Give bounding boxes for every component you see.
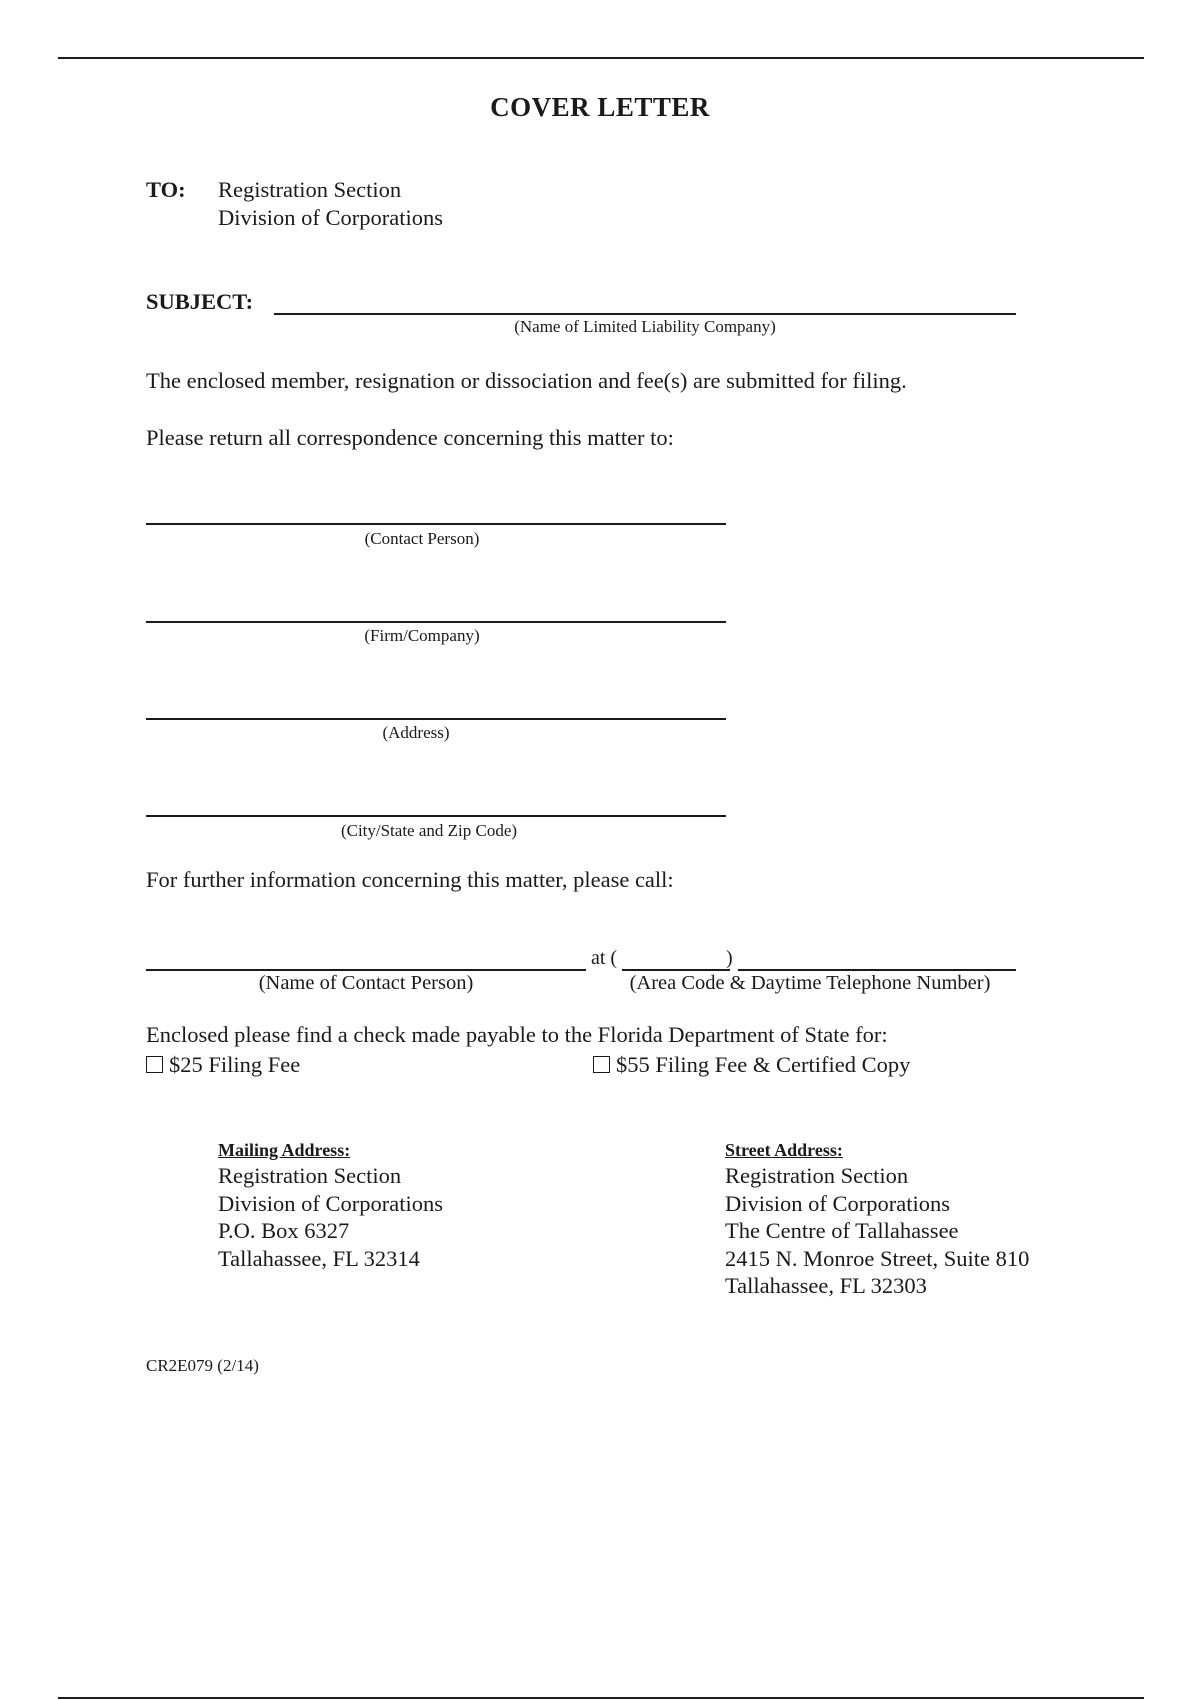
contact-person-caption: (Contact Person) — [364, 529, 480, 548]
at-label: at ( — [591, 947, 618, 969]
address-caption: (Address) — [382, 723, 450, 742]
subject-label: SUBJECT: — [146, 289, 254, 314]
address-input[interactable] — [146, 692, 726, 720]
check-paragraph: Enclosed please find a check made payable to the Florida Department of State for: — [146, 1022, 888, 1047]
mailing-line: Registration Section — [218, 1163, 402, 1188]
to-line-2: Division of Corporations — [218, 205, 443, 230]
street-line: Tallahassee, FL 32303 — [725, 1273, 927, 1298]
bottom-rule — [58, 1697, 1144, 1699]
street-address-heading: Street Address: — [725, 1140, 843, 1160]
mailing-line: Division of Corporations — [218, 1190, 443, 1216]
firm-company-input[interactable] — [146, 595, 726, 623]
contact-person-input[interactable] — [146, 497, 726, 525]
mailing-line: P.O. Box 6327 — [218, 1218, 350, 1243]
call-phone-caption: (Area Code & Daytime Telephone Number) — [629, 972, 991, 994]
call-contact-name-input[interactable] — [146, 943, 586, 971]
form-code: CR2E079 (2/14) — [146, 1356, 259, 1375]
call-name-caption: (Name of Contact Person) — [258, 972, 474, 994]
to-label: TO: — [146, 177, 186, 202]
mailing-line: Tallahassee, FL 32314 — [218, 1245, 420, 1271]
street-address-block — [725, 1162, 1029, 1300]
street-line: 2415 N. Monroe Street, Suite 810 — [725, 1245, 1030, 1271]
street-line: The Centre of Tallahassee — [725, 1218, 959, 1243]
llc-name-input[interactable] — [274, 287, 1016, 315]
fee-25-option[interactable] — [146, 1052, 300, 1078]
city-state-zip-input[interactable] — [146, 789, 726, 817]
fee-55-option[interactable] — [593, 1052, 910, 1078]
fee-55-label: $55 Filing Fee & Certified Copy — [616, 1052, 911, 1077]
street-line: Registration Section — [725, 1163, 909, 1188]
further-info-paragraph: For further information concerning this matter, please call: — [146, 867, 674, 892]
return-paragraph: Please return all correspondence concerning this matter to: — [146, 425, 674, 450]
subject-caption: (Name of Limited Liability Company) — [514, 317, 776, 336]
enclosed-paragraph: The enclosed member, resignation or dissociation and fee(s) are submitted for filing. — [146, 368, 907, 393]
telephone-number-input[interactable] — [738, 943, 1016, 971]
mailing-address-heading: Mailing Address: — [218, 1140, 351, 1160]
close-paren: ) — [726, 947, 733, 969]
to-line-1: Registration Section — [218, 177, 402, 202]
fee-25-label: $25 Filing Fee — [169, 1052, 301, 1077]
street-line: Division of Corporations — [725, 1190, 950, 1216]
city-state-zip-caption: (City/State and Zip Code) — [340, 821, 518, 840]
area-code-input[interactable] — [622, 943, 730, 971]
top-rule — [58, 57, 1144, 59]
mailing-address-block — [218, 1162, 443, 1272]
firm-company-caption: (Firm/Company) — [364, 626, 480, 645]
fee-25-checkbox[interactable] — [146, 1056, 163, 1073]
fee-55-checkbox[interactable] — [593, 1056, 610, 1073]
page-title: COVER LETTER — [490, 92, 710, 122]
